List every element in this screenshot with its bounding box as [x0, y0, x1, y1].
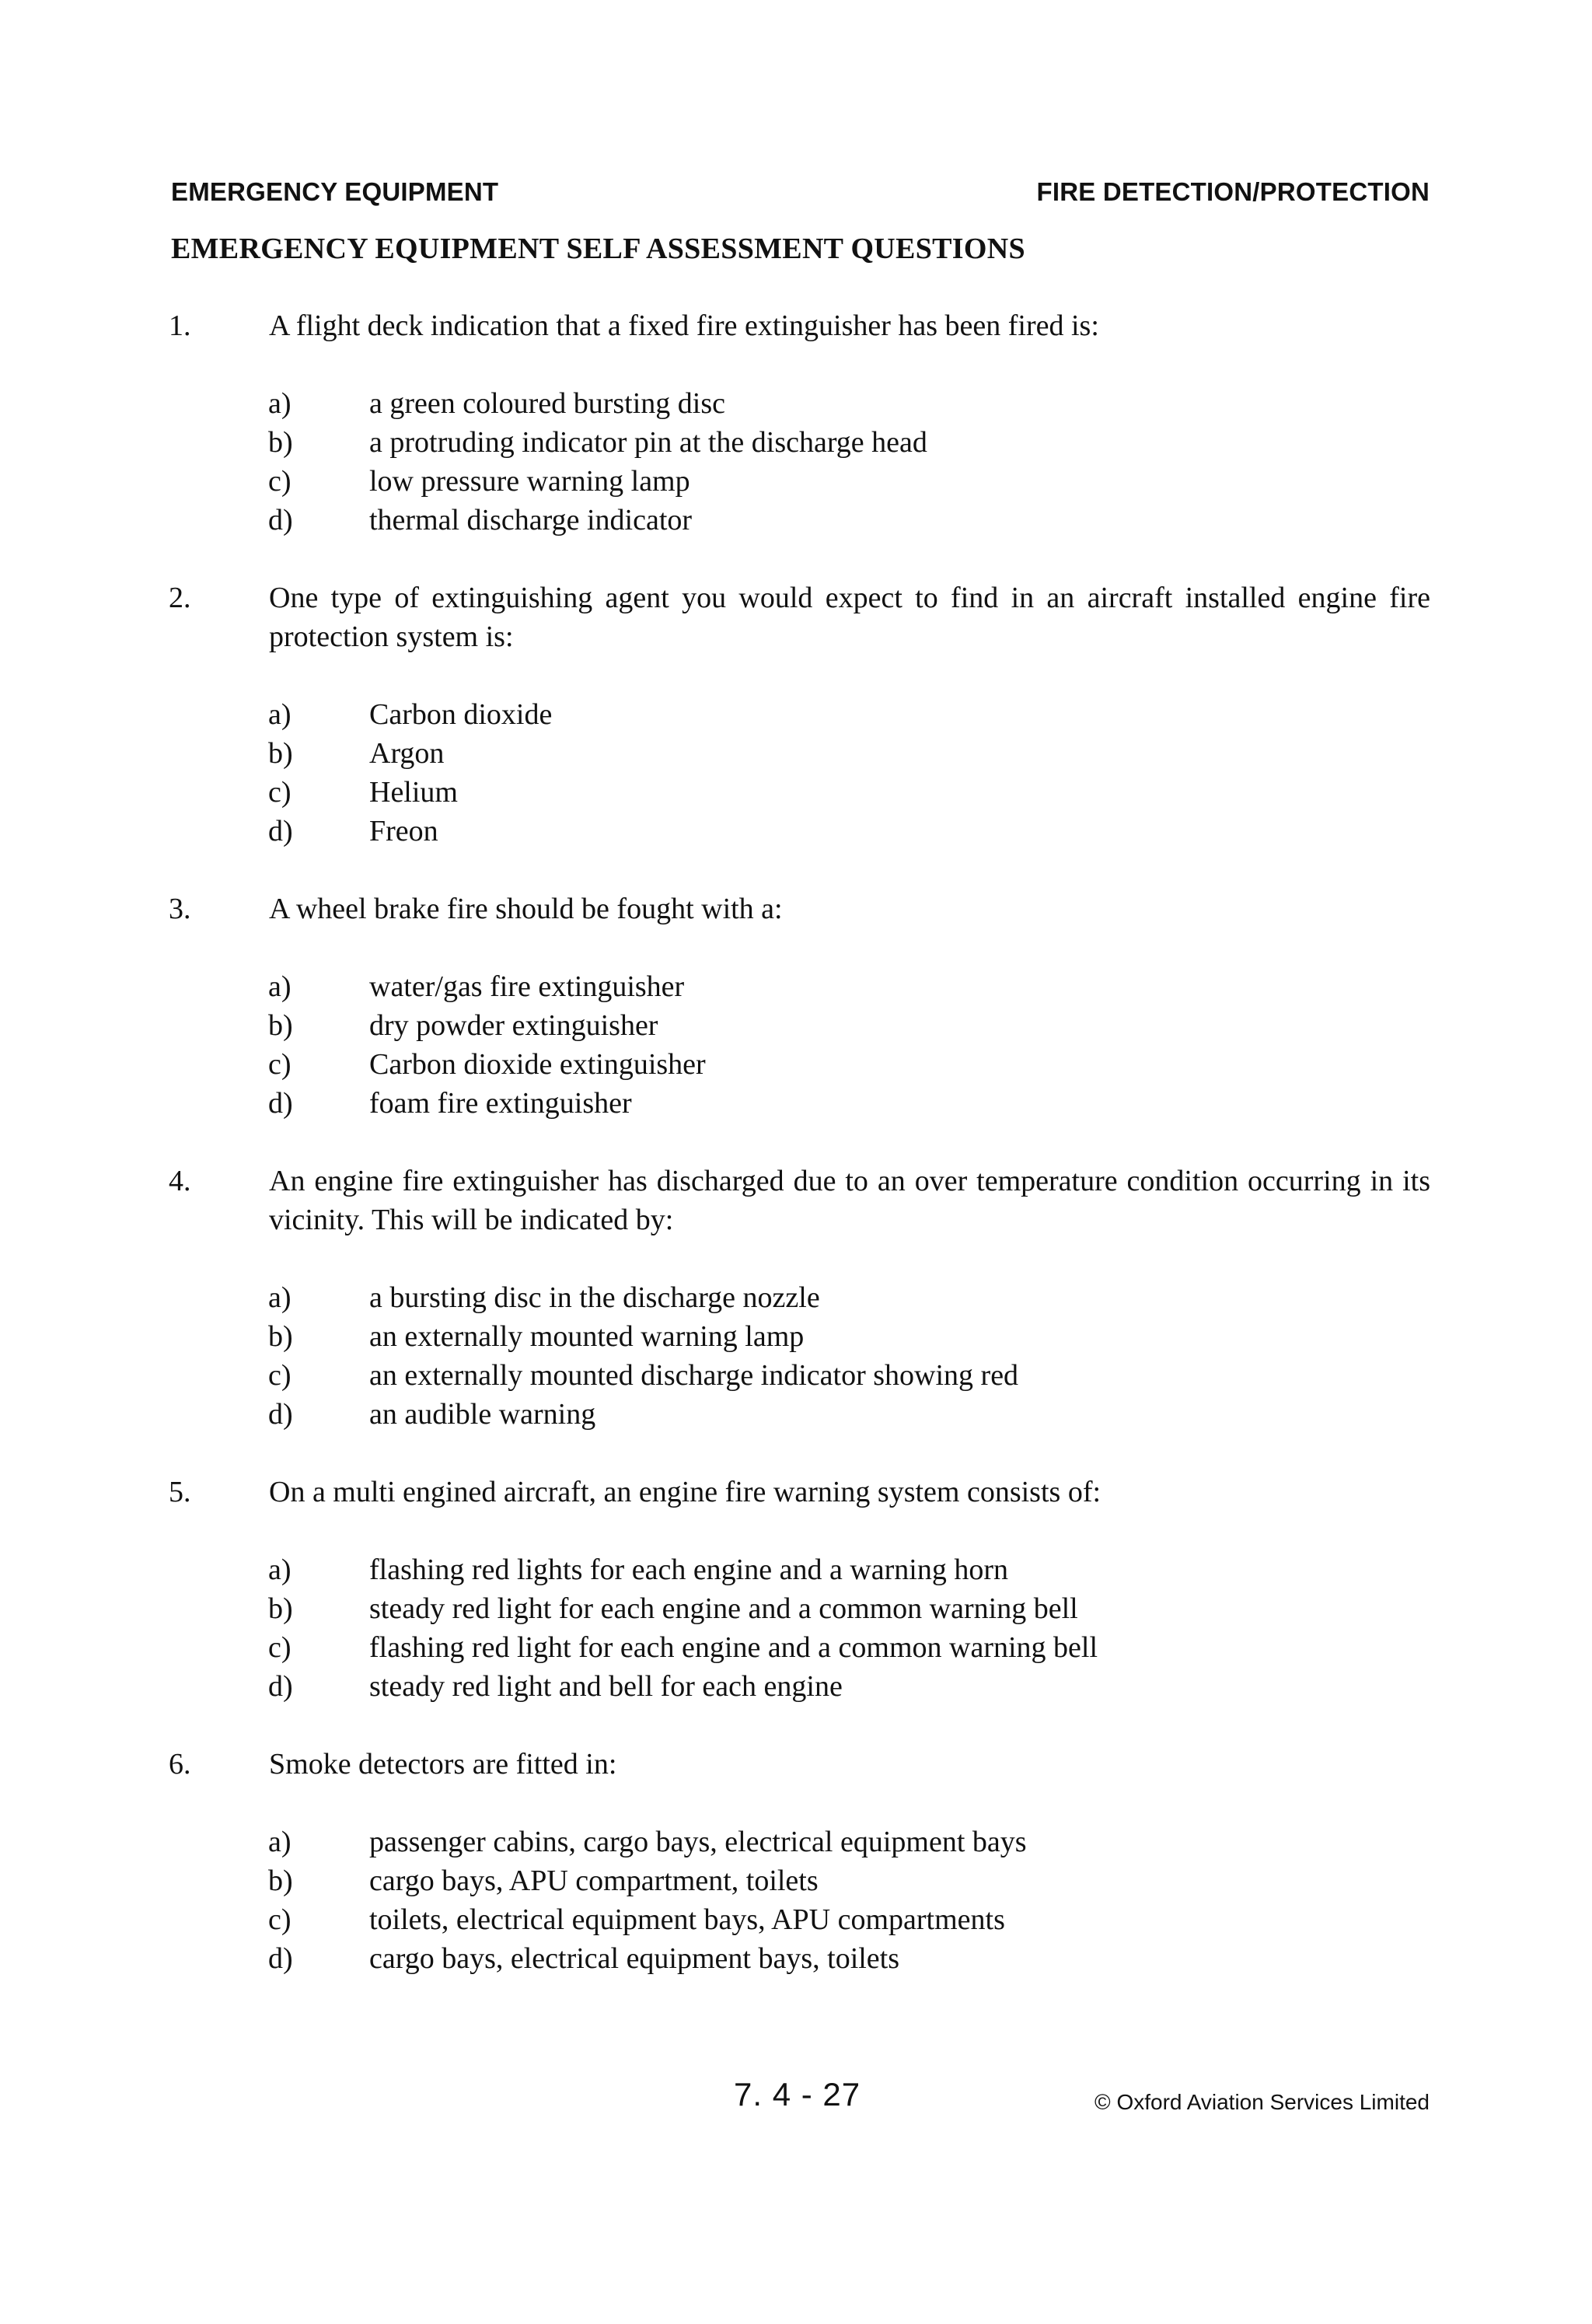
option-letter: c)	[268, 1359, 292, 1392]
answer-option	[0, 1317, 1592, 1356]
option-letter: c)	[268, 1903, 292, 1936]
option-text: a bursting disc in the discharge nozzle	[369, 1281, 820, 1314]
option-text: cargo bays, electrical equipment bays, toilets	[369, 1942, 900, 1975]
question-text: An engine fire extinguisher has discharged due to an over temperature condition occurring in its vicinity. This will be indicated by:	[269, 1165, 1430, 1236]
option-text: dry powder extinguisher	[369, 1009, 658, 1042]
answer-options	[0, 1823, 1592, 1978]
answer-option	[0, 1939, 1592, 1978]
option-letter: a)	[268, 1553, 292, 1586]
option-letter: a)	[268, 387, 292, 420]
option-text: thermal discharge indicator	[369, 504, 693, 536]
answer-option	[0, 695, 1592, 734]
option-letter: b)	[268, 426, 293, 459]
option-text: low pressure warning lamp	[369, 465, 690, 498]
option-text: Carbon dioxide	[369, 698, 553, 731]
option-letter: d)	[268, 1087, 293, 1120]
answer-option	[0, 1550, 1592, 1589]
answer-options	[0, 384, 1592, 540]
answer-option	[0, 1045, 1592, 1084]
question-spacer	[0, 1123, 1592, 1162]
option-letter: b)	[268, 737, 293, 770]
question-spacer	[0, 540, 1592, 578]
option-text: an externally mounted warning lamp	[369, 1320, 805, 1353]
option-letter: a)	[268, 970, 292, 1003]
answer-option	[0, 1900, 1592, 1939]
question-6	[0, 1745, 1592, 1978]
option-letter: c)	[268, 1631, 292, 1664]
option-letter: a)	[268, 698, 292, 731]
option-text: Argon	[369, 737, 445, 770]
question-spacer	[0, 1434, 1592, 1473]
option-letter: d)	[268, 1942, 293, 1975]
copyright-notice: © Oxford Aviation Services Limited	[1094, 2090, 1430, 2114]
question-4	[0, 1162, 1592, 1434]
answer-option	[0, 462, 1592, 501]
question-number: 6.	[169, 1748, 191, 1781]
option-letter: d)	[268, 1670, 293, 1703]
question-number: 5.	[169, 1476, 191, 1508]
question-5	[0, 1473, 1592, 1706]
option-text: water/gas fire extinguisher	[369, 970, 685, 1003]
option-text: a green coloured bursting disc	[369, 387, 725, 420]
option-letter: b)	[268, 1320, 293, 1353]
answer-option	[0, 384, 1592, 423]
question-spacer	[0, 851, 1592, 889]
question-spacer	[0, 1706, 1592, 1745]
answer-option	[0, 812, 1592, 851]
option-text: foam fire extinguisher	[369, 1087, 632, 1120]
option-text: Freon	[369, 815, 438, 847]
option-letter: c)	[268, 465, 292, 498]
question-number: 2.	[169, 582, 191, 614]
page-title: EMERGENCY EQUIPMENT SELF ASSESSMENT QUESTIONS	[171, 232, 1025, 265]
option-text: passenger cabins, cargo bays, electrical equipment bays	[369, 1826, 1027, 1858]
option-letter: b)	[268, 1009, 293, 1042]
page-number: 7. 4 - 27	[734, 2076, 861, 2113]
answer-options	[0, 967, 1592, 1123]
option-letter: a)	[268, 1281, 292, 1314]
answer-option	[0, 773, 1592, 812]
question-list	[0, 306, 1592, 1978]
question-text: On a multi engined aircraft, an engine fire warning system consists of:	[269, 1476, 1101, 1508]
option-text: cargo bays, APU compartment, toilets	[369, 1864, 819, 1897]
answer-options	[0, 1550, 1592, 1706]
answer-options	[0, 695, 1592, 851]
answer-option	[0, 1861, 1592, 1900]
question-number: 4.	[169, 1165, 191, 1197]
option-text: toilets, electrical equipment bays, APU compartments	[369, 1903, 1005, 1936]
answer-option	[0, 1667, 1592, 1706]
answer-option	[0, 1006, 1592, 1045]
question-3	[0, 889, 1592, 1123]
option-text: flashing red light for each engine and a common warning bell	[369, 1631, 1098, 1664]
answer-option	[0, 734, 1592, 773]
question-number: 1.	[169, 309, 191, 342]
question-text: A wheel brake fire should be fought with a:	[269, 893, 783, 925]
answer-option	[0, 967, 1592, 1006]
header-section: FIRE DETECTION/PROTECTION	[1036, 177, 1430, 206]
option-text: Carbon dioxide extinguisher	[369, 1048, 706, 1081]
option-text: a protruding indicator pin at the discharge head	[369, 426, 927, 459]
answer-option	[0, 501, 1592, 540]
answer-option	[0, 1278, 1592, 1317]
answer-option	[0, 1589, 1592, 1628]
answer-option	[0, 1628, 1592, 1667]
answer-option	[0, 1823, 1592, 1861]
answer-option	[0, 1395, 1592, 1434]
question-1	[0, 306, 1592, 540]
option-letter: d)	[268, 815, 293, 847]
answer-option	[0, 423, 1592, 462]
option-letter: d)	[268, 1398, 293, 1431]
answer-option	[0, 1356, 1592, 1395]
option-letter: b)	[268, 1864, 293, 1897]
option-text: an audible warning	[369, 1398, 596, 1431]
header-chapter: EMERGENCY EQUIPMENT	[171, 177, 499, 206]
option-text: flashing red lights for each engine and a warning horn	[369, 1553, 1009, 1586]
question-text: A flight deck indication that a fixed fire extinguisher has been fired is:	[269, 309, 1099, 342]
question-text: One type of extinguishing agent you would expect to find in an aircraft installed engine fire protection system is:	[269, 582, 1430, 653]
option-text: steady red light for each engine and a common warning bell	[369, 1592, 1078, 1625]
question-text: Smoke detectors are fitted in:	[269, 1748, 617, 1781]
question-number: 3.	[169, 893, 191, 925]
option-letter: c)	[268, 1048, 292, 1081]
answer-option	[0, 1084, 1592, 1123]
option-letter: c)	[268, 776, 292, 809]
option-letter: a)	[268, 1826, 292, 1858]
option-text: an externally mounted discharge indicator showing red	[369, 1359, 1019, 1392]
answer-options	[0, 1278, 1592, 1434]
option-text: steady red light and bell for each engine	[369, 1670, 843, 1703]
question-2	[0, 578, 1592, 851]
option-text: Helium	[369, 776, 458, 809]
option-letter: b)	[268, 1592, 293, 1625]
option-letter: d)	[268, 504, 293, 536]
